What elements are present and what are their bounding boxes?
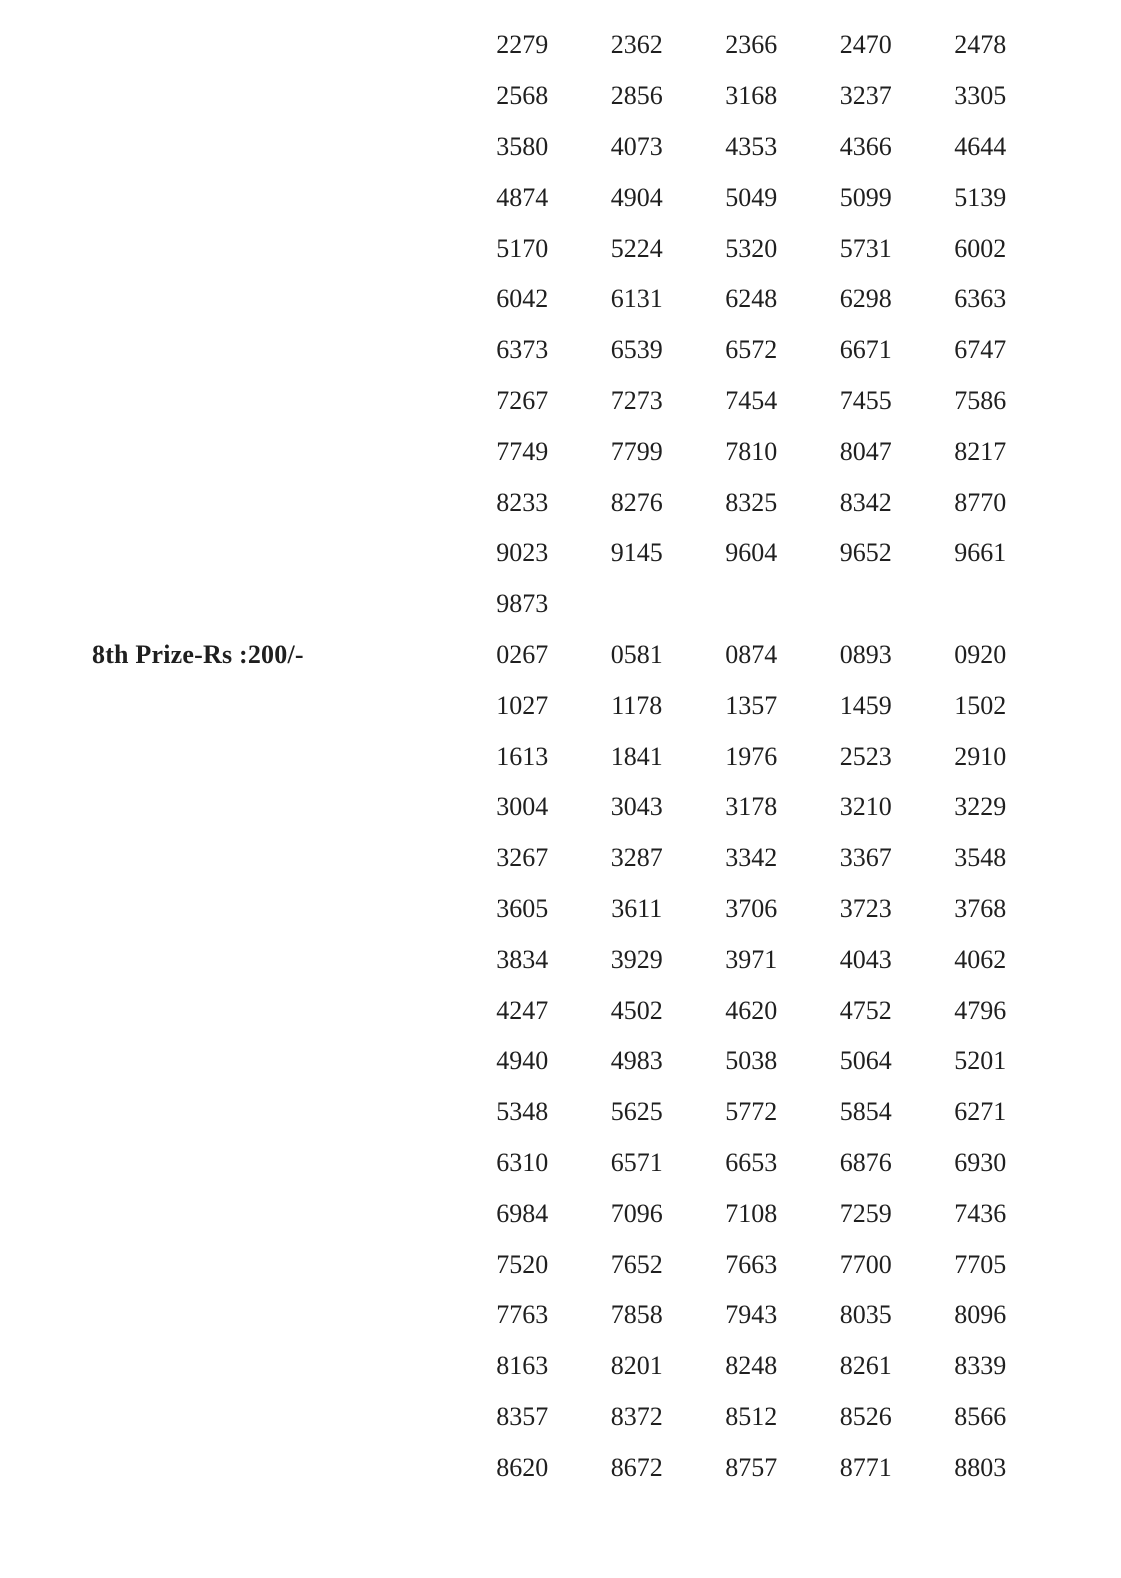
number-row <box>0 274 1121 325</box>
ticket-number: 8276 <box>610 487 663 517</box>
ticket-number: 0893 <box>839 639 892 669</box>
number-row <box>0 985 1121 1036</box>
ticket-number: 3178 <box>725 792 778 822</box>
ticket-number: 5038 <box>725 1046 778 1076</box>
ticket-number: 8771 <box>839 1452 892 1482</box>
ticket-number: 2279 <box>496 30 549 60</box>
ticket-number: 8526 <box>839 1401 892 1431</box>
number-row <box>0 833 1121 884</box>
ticket-number: 9661 <box>954 538 1007 568</box>
ticket-number: 7749 <box>496 436 549 466</box>
ticket-number: 8770 <box>954 487 1007 517</box>
ticket-number: 6747 <box>954 335 1007 365</box>
ticket-number: 4502 <box>610 995 663 1025</box>
ticket-number: 4043 <box>839 944 892 974</box>
ticket-number: 7705 <box>954 1249 1007 1279</box>
ticket-number: 2856 <box>610 81 663 111</box>
ticket-number: 8096 <box>954 1300 1007 1330</box>
ticket-number: 5320 <box>725 233 778 263</box>
ticket-number: 4620 <box>725 995 778 1025</box>
number-row <box>0 223 1121 274</box>
ticket-number: 9873 <box>496 589 549 619</box>
ticket-number: 3305 <box>954 81 1007 111</box>
ticket-number: 3768 <box>954 893 1007 923</box>
number-row <box>0 884 1121 935</box>
ticket-number: 8803 <box>954 1452 1007 1482</box>
ticket-number: 3287 <box>610 843 663 873</box>
ticket-number: 6930 <box>954 1147 1007 1177</box>
ticket-number: 4796 <box>954 995 1007 1025</box>
number-row <box>0 1138 1121 1189</box>
ticket-number: 8047 <box>839 436 892 466</box>
ticket-number: 8233 <box>496 487 549 517</box>
ticket-number: 7273 <box>610 385 663 415</box>
ticket-number: 5139 <box>954 182 1007 212</box>
ticket-number: 1613 <box>496 741 549 771</box>
ticket-number: 4353 <box>725 131 778 161</box>
ticket-number: 5224 <box>610 233 663 263</box>
prize-label: 8th Prize-Rs :200/- <box>92 639 304 669</box>
ticket-number: 2568 <box>496 81 549 111</box>
ticket-number: 5064 <box>839 1046 892 1076</box>
ticket-number: 2523 <box>839 741 892 771</box>
ticket-number: 3342 <box>725 843 778 873</box>
ticket-number: 7858 <box>610 1300 663 1330</box>
ticket-number: 7436 <box>954 1198 1007 1228</box>
ticket-number: 5099 <box>839 182 892 212</box>
number-row <box>0 1239 1121 1290</box>
ticket-number: 4904 <box>610 182 663 212</box>
ticket-number: 9604 <box>725 538 778 568</box>
ticket-number: 6572 <box>725 335 778 365</box>
ticket-number: 8357 <box>496 1401 549 1431</box>
ticket-number: 3611 <box>611 893 663 923</box>
ticket-number: 0581 <box>610 639 663 669</box>
ticket-number: 1357 <box>725 690 778 720</box>
ticket-number: 8201 <box>610 1351 663 1381</box>
ticket-number: 7799 <box>610 436 663 466</box>
ticket-number: 5201 <box>954 1046 1007 1076</box>
number-row <box>0 1341 1121 1392</box>
ticket-number: 6373 <box>496 335 549 365</box>
ticket-number: 1459 <box>839 690 892 720</box>
ticket-number: 1027 <box>496 690 549 720</box>
ticket-number: 8566 <box>954 1401 1007 1431</box>
ticket-number: 6002 <box>954 233 1007 263</box>
ticket-number: 8163 <box>496 1351 549 1381</box>
ticket-number: 0874 <box>725 639 778 669</box>
ticket-number: 5772 <box>725 1097 778 1127</box>
number-row <box>0 477 1121 528</box>
ticket-number: 8620 <box>496 1452 549 1482</box>
ticket-number: 6271 <box>954 1097 1007 1127</box>
ticket-number: 1841 <box>610 741 663 771</box>
ticket-number: 4073 <box>610 131 663 161</box>
ticket-number: 3971 <box>725 944 778 974</box>
ticket-number: 8512 <box>725 1401 778 1431</box>
ticket-number: 2470 <box>839 30 892 60</box>
number-row <box>0 1392 1121 1443</box>
ticket-number: 6363 <box>954 284 1007 314</box>
ticket-number: 4940 <box>496 1046 549 1076</box>
ticket-number: 3004 <box>496 792 549 822</box>
number-row <box>0 1290 1121 1341</box>
ticket-number: 2362 <box>610 30 663 60</box>
ticket-number: 9023 <box>496 538 549 568</box>
number-row <box>0 528 1121 579</box>
number-row <box>0 1036 1121 1087</box>
ticket-number: 7267 <box>496 385 549 415</box>
ticket-number: 5854 <box>839 1097 892 1127</box>
ticket-number: 6671 <box>839 335 892 365</box>
ticket-number: 3210 <box>839 792 892 822</box>
ticket-number: 7454 <box>725 385 778 415</box>
ticket-number: 7700 <box>839 1249 892 1279</box>
ticket-number: 3367 <box>839 843 892 873</box>
ticket-number: 5348 <box>496 1097 549 1127</box>
ticket-number: 6984 <box>496 1198 549 1228</box>
ticket-number: 5731 <box>839 233 892 263</box>
ticket-number: 4752 <box>839 995 892 1025</box>
ticket-number: 8248 <box>725 1351 778 1381</box>
number-row <box>0 731 1121 782</box>
ticket-number: 6248 <box>725 284 778 314</box>
ticket-number: 7096 <box>610 1198 663 1228</box>
ticket-number: 7652 <box>610 1249 663 1279</box>
ticket-number: 6539 <box>610 335 663 365</box>
ticket-number: 8342 <box>839 487 892 517</box>
ticket-number: 8672 <box>610 1452 663 1482</box>
ticket-number: 4644 <box>954 131 1007 161</box>
ticket-number: 4062 <box>954 944 1007 974</box>
ticket-number: 6042 <box>496 284 549 314</box>
number-row <box>0 426 1121 477</box>
ticket-number: 3229 <box>954 792 1007 822</box>
number-row <box>0 1087 1121 1138</box>
ticket-number: 8372 <box>610 1401 663 1431</box>
ticket-number: 8217 <box>954 436 1007 466</box>
ticket-number: 3548 <box>954 843 1007 873</box>
ticket-number: 7943 <box>725 1300 778 1330</box>
ticket-number: 4247 <box>496 995 549 1025</box>
ticket-number: 2910 <box>954 741 1007 771</box>
ticket-number: 9652 <box>839 538 892 568</box>
ticket-number: 1976 <box>725 741 778 771</box>
ticket-number: 8035 <box>839 1300 892 1330</box>
ticket-number: 6310 <box>496 1147 549 1177</box>
number-row <box>0 630 1121 681</box>
number-row <box>0 579 1121 630</box>
ticket-number: 3168 <box>725 81 778 111</box>
ticket-number: 8339 <box>954 1351 1007 1381</box>
number-row <box>0 376 1121 427</box>
number-row <box>0 782 1121 833</box>
ticket-number: 6876 <box>839 1147 892 1177</box>
ticket-number: 6131 <box>610 284 663 314</box>
ticket-number: 7520 <box>496 1249 549 1279</box>
ticket-number: 1178 <box>611 690 663 720</box>
ticket-number: 8757 <box>725 1452 778 1482</box>
ticket-number: 3580 <box>496 131 549 161</box>
ticket-number: 5170 <box>496 233 549 263</box>
ticket-number: 4983 <box>610 1046 663 1076</box>
number-row <box>0 122 1121 173</box>
ticket-number: 3605 <box>496 893 549 923</box>
ticket-number: 7455 <box>839 385 892 415</box>
number-row <box>0 934 1121 985</box>
ticket-number: 5625 <box>610 1097 663 1127</box>
ticket-number: 3237 <box>839 81 892 111</box>
ticket-number: 0267 <box>496 639 549 669</box>
ticket-number: 7810 <box>725 436 778 466</box>
number-row <box>0 172 1121 223</box>
ticket-number: 7586 <box>954 385 1007 415</box>
ticket-number: 3267 <box>496 843 549 873</box>
ticket-number: 3723 <box>839 893 892 923</box>
ticket-number: 7259 <box>839 1198 892 1228</box>
number-row <box>0 1442 1121 1493</box>
ticket-number: 6298 <box>839 284 892 314</box>
ticket-number: 2478 <box>954 30 1007 60</box>
ticket-number: 3043 <box>610 792 663 822</box>
ticket-number: 3834 <box>496 944 549 974</box>
ticket-number: 6653 <box>725 1147 778 1177</box>
ticket-number: 2366 <box>725 30 778 60</box>
ticket-number: 1502 <box>954 690 1007 720</box>
ticket-number: 3706 <box>725 893 778 923</box>
ticket-number: 4366 <box>839 131 892 161</box>
number-row <box>0 1188 1121 1239</box>
ticket-number: 3929 <box>610 944 663 974</box>
ticket-number: 8325 <box>725 487 778 517</box>
ticket-number: 5049 <box>725 182 778 212</box>
number-row <box>0 71 1121 122</box>
ticket-number: 7663 <box>725 1249 778 1279</box>
ticket-number: 7763 <box>496 1300 549 1330</box>
ticket-number: 9145 <box>610 538 663 568</box>
ticket-number: 6571 <box>610 1147 663 1177</box>
number-row <box>0 20 1121 71</box>
number-row <box>0 680 1121 731</box>
ticket-number: 0920 <box>954 639 1007 669</box>
number-row <box>0 325 1121 376</box>
ticket-number: 8261 <box>839 1351 892 1381</box>
ticket-number: 4874 <box>496 182 549 212</box>
ticket-number: 7108 <box>725 1198 778 1228</box>
